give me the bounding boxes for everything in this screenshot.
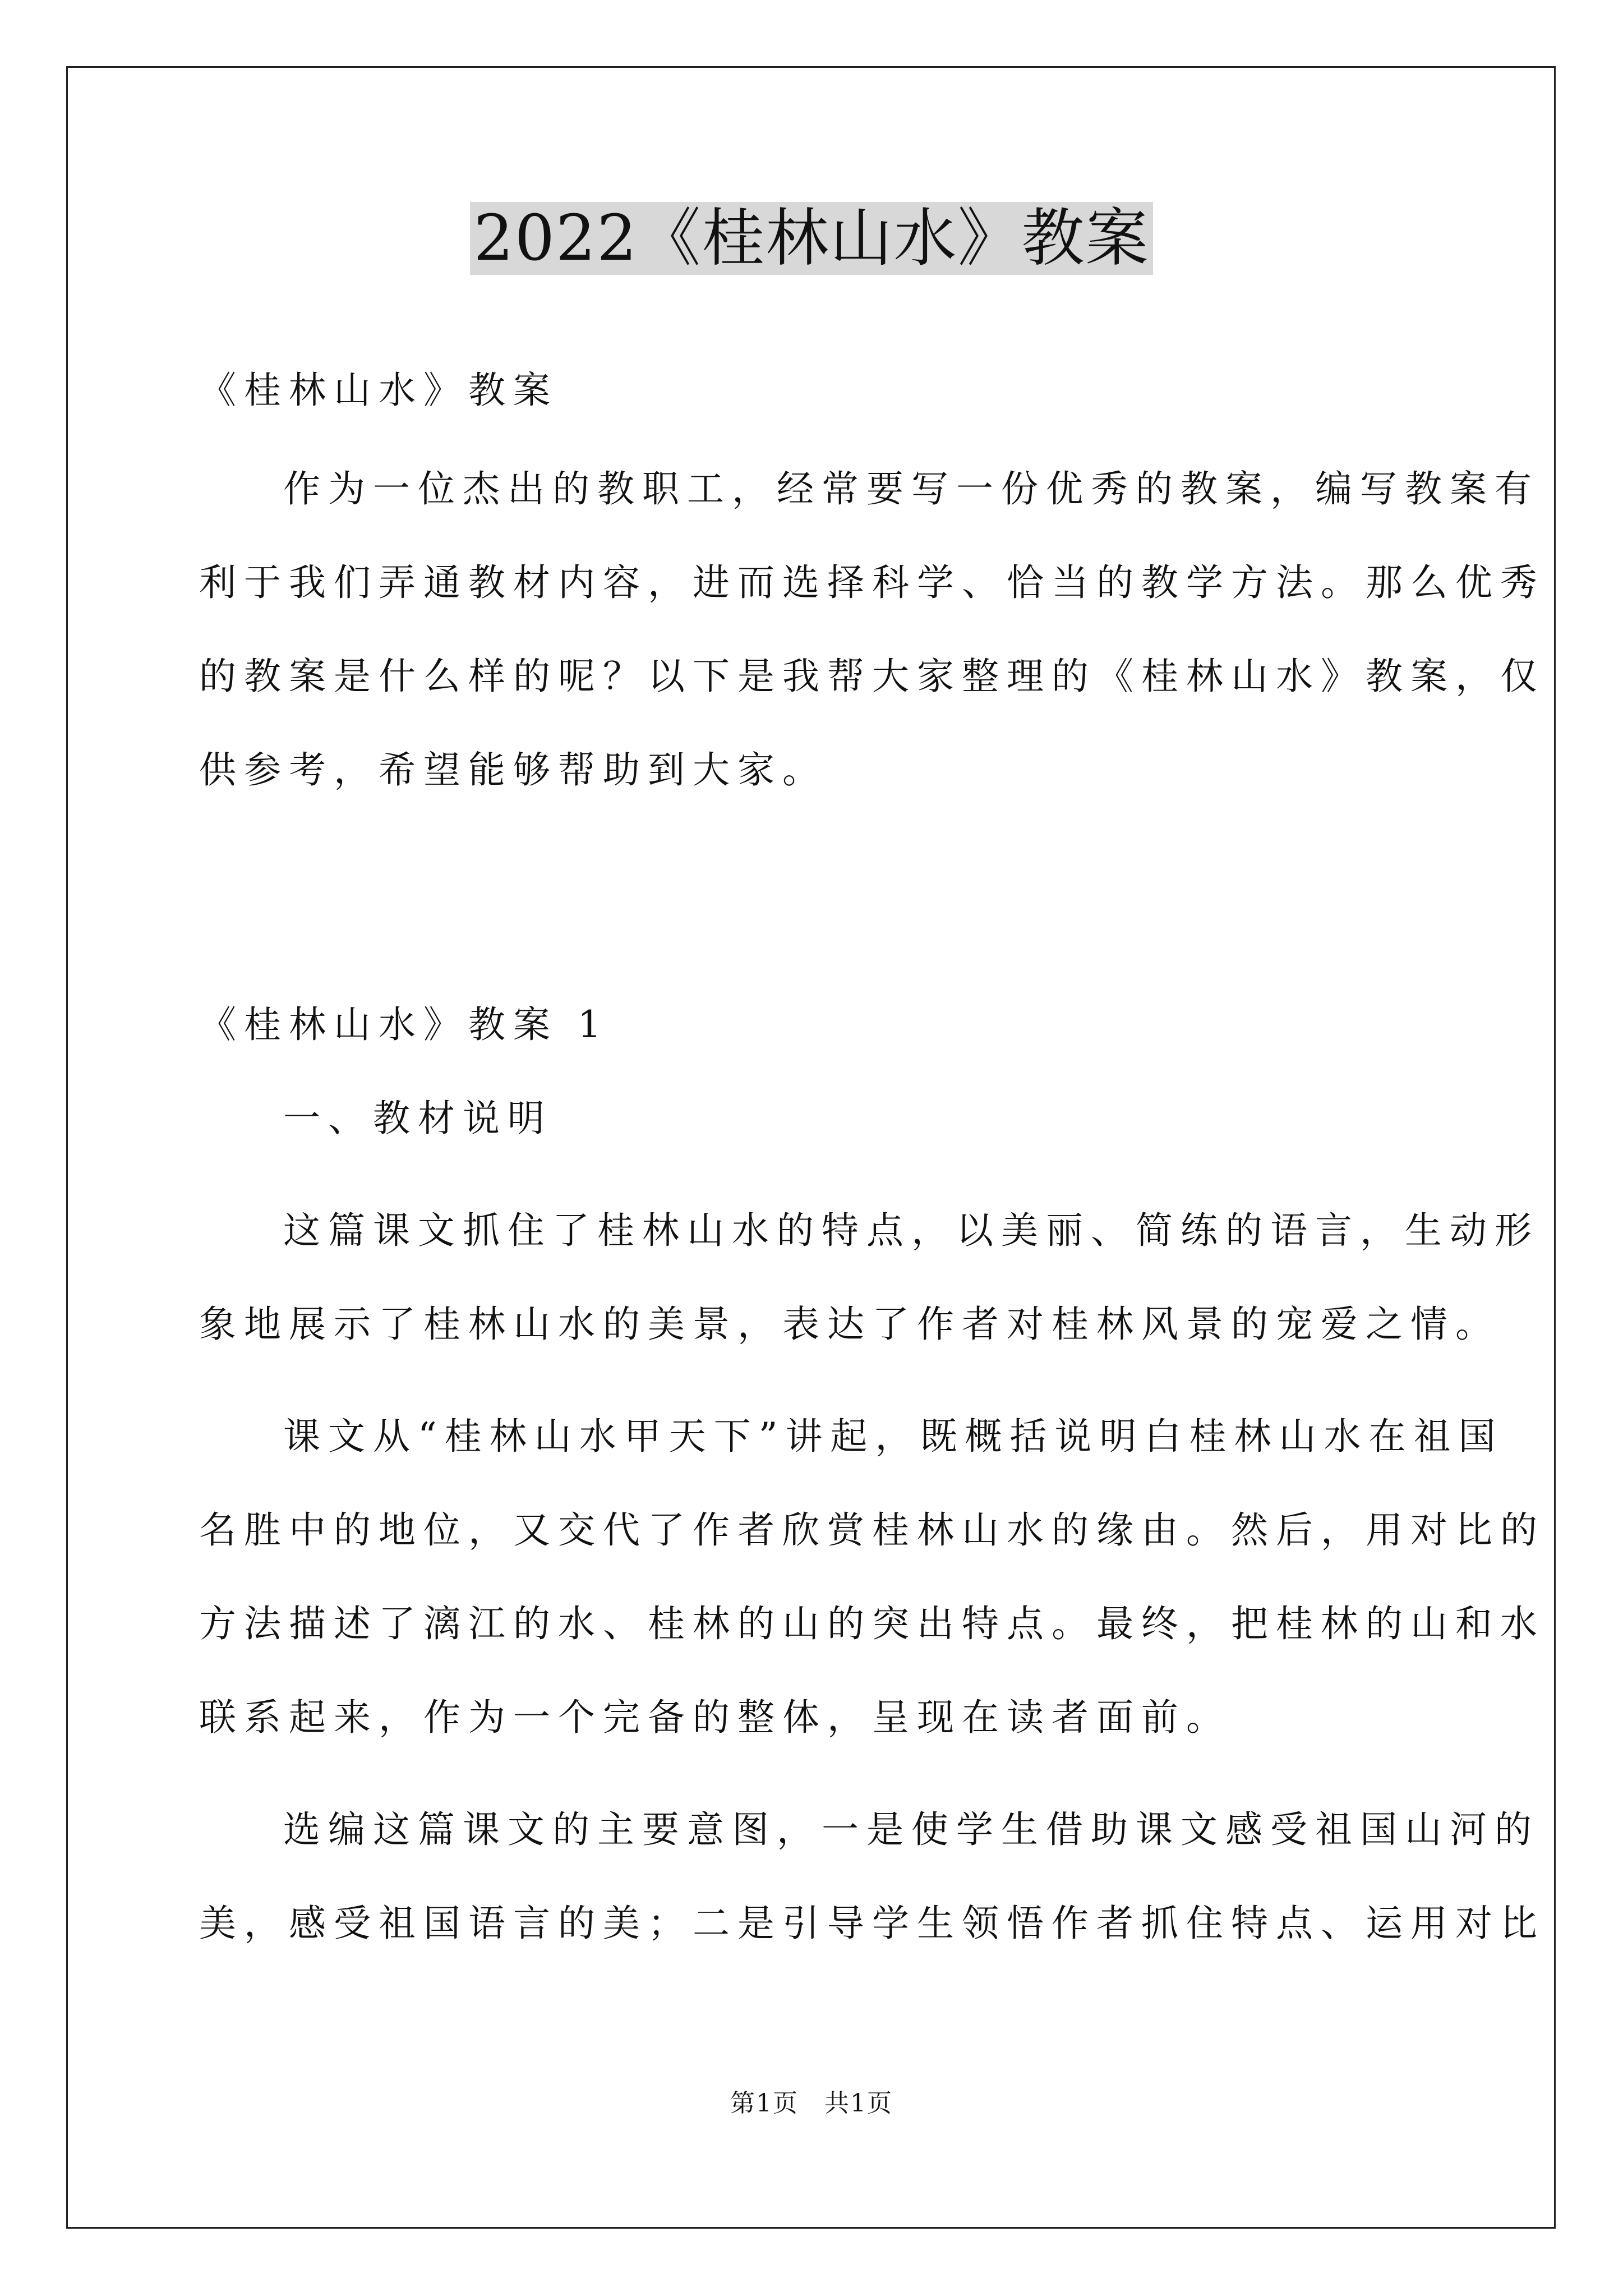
paragraph-line: 象地展示了桂林山水的美景，表达了作者对桂林风景的宠爱之情。 xyxy=(199,1303,1500,1346)
paragraph-line: 课文从“桂林山水甲天下”讲起，既概括说明白桂林山水在祖国 xyxy=(283,1415,1504,1458)
page-footer: 第1页 共1页 xyxy=(730,2089,893,2118)
paragraph-line: 联系起来，作为一个完备的整体，呈现在读者面前。 xyxy=(199,1696,1231,1739)
document-title xyxy=(0,199,1623,278)
paragraph-line: 名胜中的地位，又交代了作者欣赏桂林山水的缘由。然后，用对比的 xyxy=(199,1508,1545,1552)
paragraph-line: 方法描述了漓江的水、桂林的山的突出特点。最终，把桂林的山和水 xyxy=(199,1602,1545,1645)
intro-line: 的教案是什么样的呢？以下是我帮大家整理的《桂林山水》教案，仅 xyxy=(199,655,1545,698)
document-title-text: 2022《桂林山水》教案 xyxy=(470,202,1152,275)
paragraph-line: 这篇课文抓住了桂林山水的特点，以美丽、简练的语言，生动形 xyxy=(283,1209,1539,1252)
part-heading: 一、教材说明 xyxy=(283,1097,552,1140)
subtitle: 《桂林山水》教案 xyxy=(199,369,558,412)
intro-line: 利于我们弄通教材内容，进而选择科学、恰当的教学方法。那么优秀 xyxy=(199,561,1545,604)
intro-line: 作为一位杰出的教职工，经常要写一份优秀的教案，编写教案有 xyxy=(283,467,1539,510)
paragraph-line: 选编这篇课文的主要意图，一是使学生借助课文感受祖国山河的 xyxy=(283,1808,1539,1851)
paragraph-line: 美，感受祖国语言的美；二是引导学生领悟作者抓住特点、运用对比 xyxy=(199,1902,1545,1945)
section-heading: 《桂林山水》教案 1 xyxy=(199,1003,609,1046)
intro-line: 供参考，希望能够帮助到大家。 xyxy=(199,748,827,792)
